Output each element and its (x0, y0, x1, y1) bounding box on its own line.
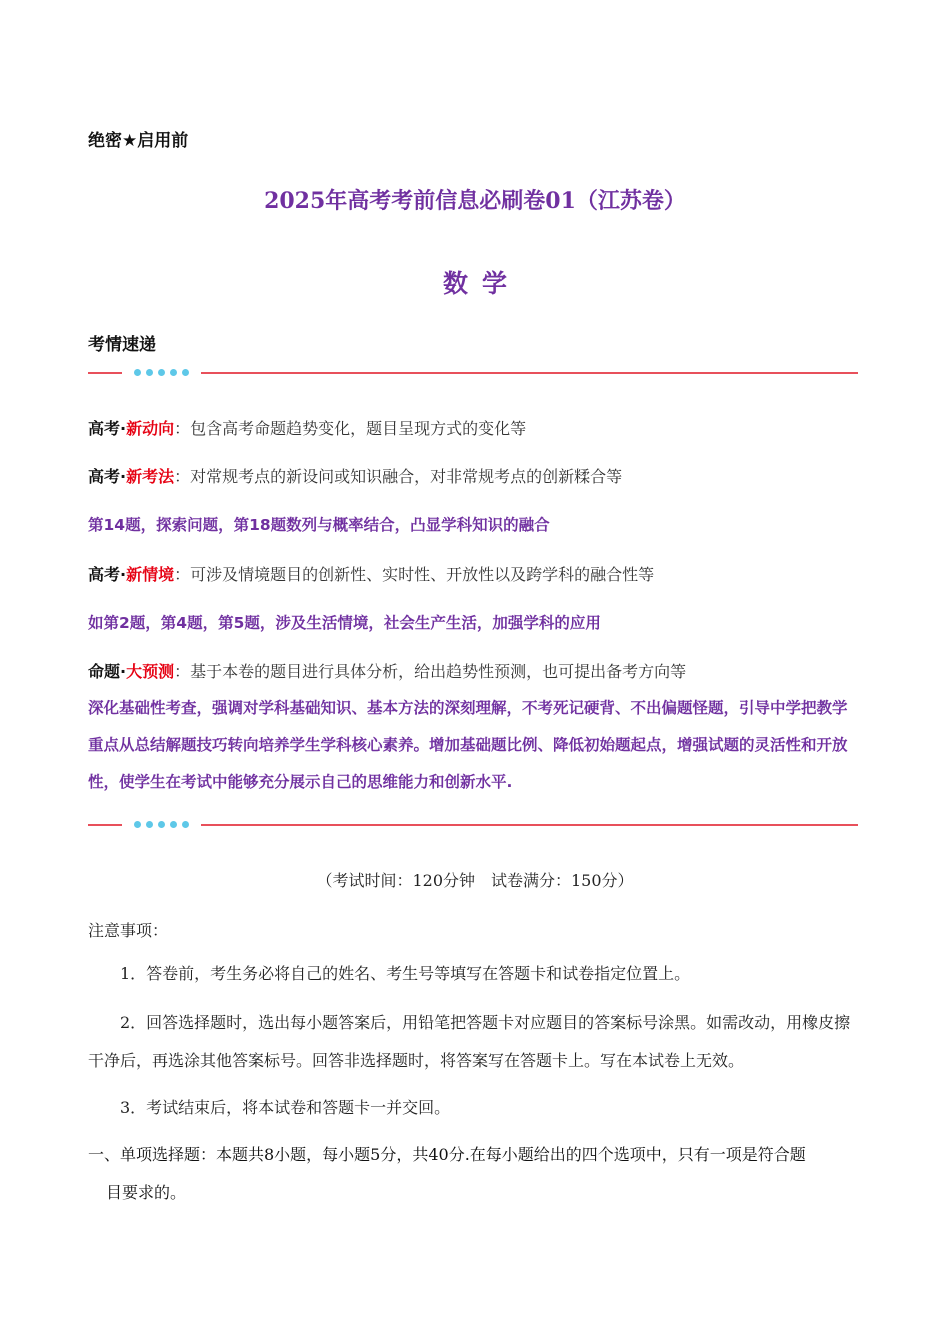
row-highlight: 大预测 (126, 662, 175, 681)
row-highlight: 新考法 (126, 467, 175, 486)
row-highlight: 新动向 (126, 419, 175, 438)
section-one-line-1: 一、单项选择题：本题共8小题，每小题5分，共40分.在每小题给出的四个选项中，只有一项是符合题 (88, 1145, 806, 1164)
row-text: ：对常规考点的新设问或知识融合，对非常规考点的创新糅合等 (174, 467, 623, 486)
instructions-heading: 注意事项： (88, 921, 169, 940)
section-one-line-2: 目要求的。 (106, 1183, 187, 1202)
overview-row-trend (88, 416, 526, 439)
instruction-item-3: 3．考试结束后，将本试卷和答题卡一并交回。 (120, 1098, 451, 1117)
row-text: ：基于本卷的题目进行具体分析，给出趋势性预测，也可提出备考方向等 (174, 662, 687, 681)
overview-row-prediction (88, 659, 686, 682)
row-highlight: 新情境 (126, 565, 175, 584)
row-text: ：可涉及情境题目的创新性、实时性、开放性以及跨学科的融合性等 (174, 565, 655, 584)
subject-title: 数学 (442, 269, 521, 298)
prediction-paragraph: 深化基础性考查，强调对学科基础知识、基本方法的深刻理解，不考死记硬背、不出偏题怪题，引导中学把教学重点从总结解题技巧转向培养学生学科核心素养。增加基础题比例、降低初始题起点，增强试题的灵活性和开放性，使学生在考试中能够充分展示自己的思维能力和创新水平. (88, 699, 848, 791)
exam-title: 2025年高考考前信息必刷卷01（江苏卷） (264, 188, 686, 214)
divider-top (88, 366, 858, 380)
overview-note-2: 如第2题，第4题，第5题，涉及生活情境，社会生产生活，加强学科的应用 (88, 614, 601, 632)
overview-note-1: 第14题，探索问题，第18题数列与概率结合，凸显学科知识的融合 (88, 516, 550, 534)
divider-bottom (88, 818, 858, 832)
overview-heading: 考情速递 (88, 335, 156, 355)
exam-time-info: （考试时间：120分钟 试卷满分：150分） (316, 871, 634, 890)
row-label: 高考· (88, 419, 127, 438)
row-text: ：包含高考命题趋势变化，题目呈现方式的变化等 (174, 419, 527, 438)
instruction-item-1: 1．答卷前，考生务必将自己的姓名、考生号等填写在答题卡和试卷指定位置上。 (120, 964, 691, 983)
row-label: 命题· (88, 662, 127, 681)
overview-row-context (88, 562, 654, 585)
section-one-heading (88, 1136, 868, 1212)
row-label: 高考· (88, 467, 127, 486)
overview-row-method (88, 464, 622, 487)
row-label: 高考· (88, 565, 127, 584)
instruction-item-2: 2．回答选择题时，选出每小题答案后，用铅笔把答题卡对应题目的答案标号涂黑。如需改动，用橡皮擦干净后，再选涂其他答案标号。回答非选择题时，将答案写在答题卡上。写在本试卷上无效。 (88, 1013, 851, 1070)
confidential-label: 绝密★启用前 (88, 131, 189, 151)
